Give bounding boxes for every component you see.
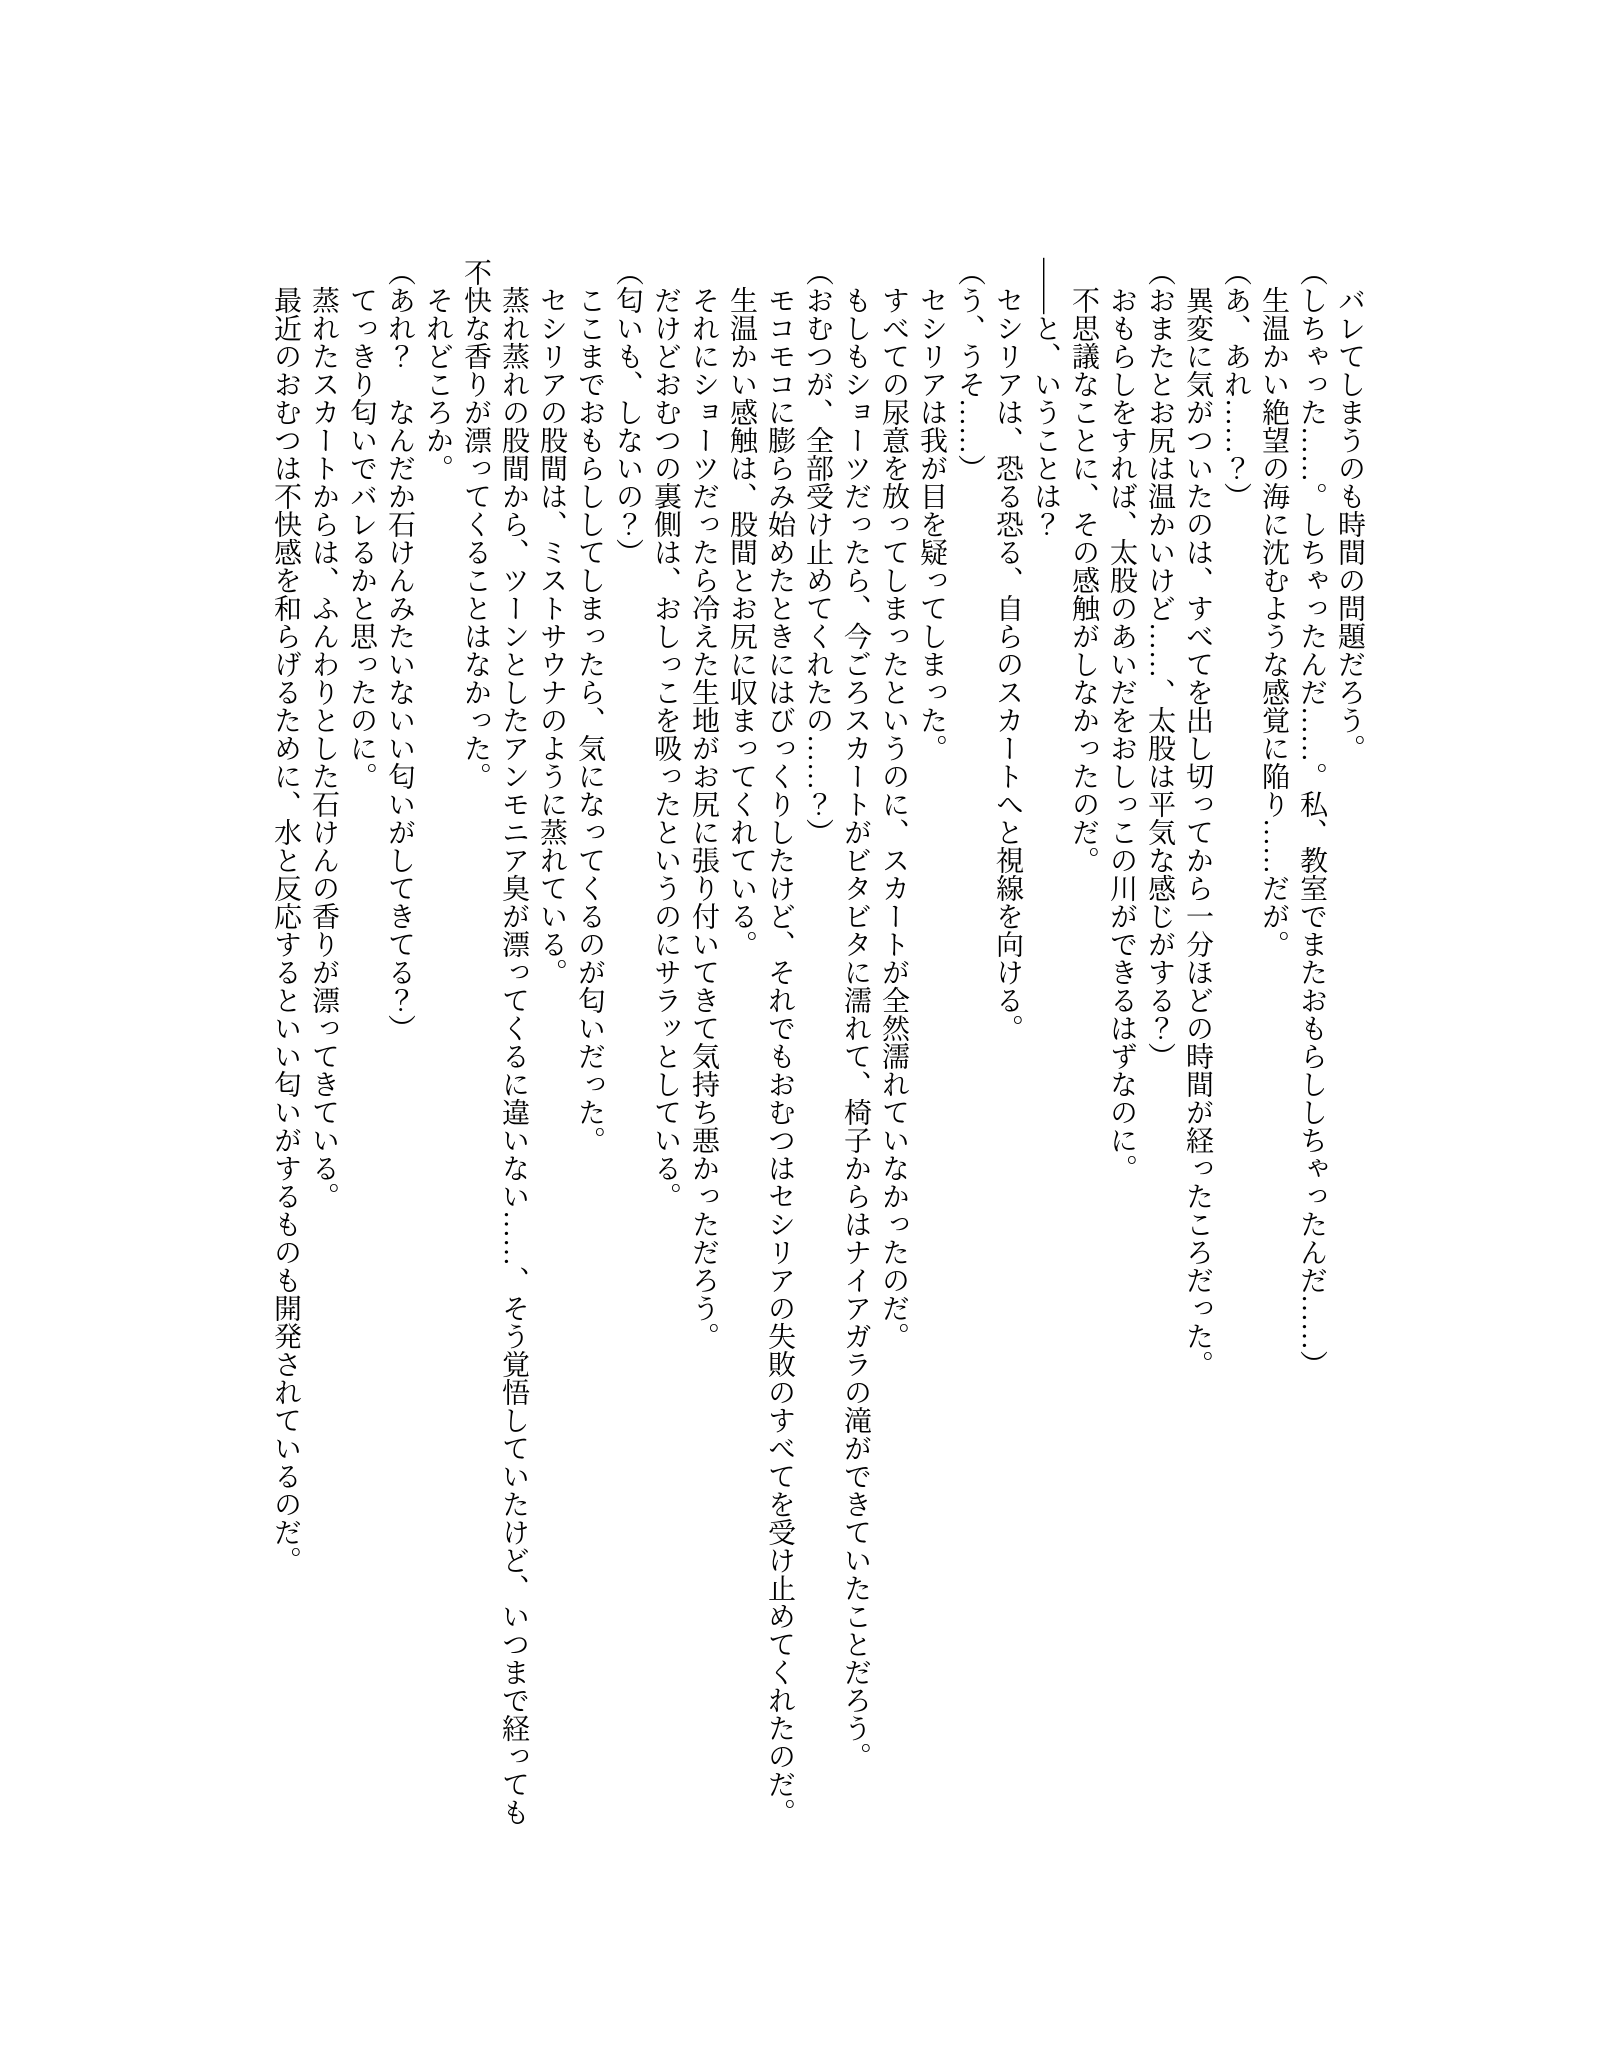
paragraph-line: セシリアの股間は、ミストサウナのように蒸れている。 [536, 286, 567, 986]
paragraph-line: それにショーツだったら冷えた生地がお尻に張り付いてきて気持ち悪かっただろう。 [688, 286, 719, 1350]
paragraph-line: （う、うそ……） [954, 258, 985, 482]
paragraph-line: バレてしまうのも時間の問題だろう。 [1334, 286, 1365, 762]
paragraph-line: すべての尿意を放ってしまったというのに、スカートが全然濡れていなかったのだ。 [878, 286, 909, 1350]
novel-text-block [266, 258, 1368, 1828]
paragraph-line: セシリアは我が目を疑ってしまった。 [916, 286, 947, 762]
paragraph-line: 異変に気がついたのは、すべてを出し切ってから一分ほどの時間が経ったころだった。 [1182, 286, 1213, 1378]
paragraph-line: 蒸れ蒸れの股間から、ツーンとしたアンモニア臭が漂ってくるに違いない……、そう覚悟していたけど、いつまで経っても不快な香りが漂ってくることはなかった。 [460, 258, 529, 1826]
paragraph-line: てっきり匂いでバレるかと思ったのに。 [346, 286, 377, 790]
paragraph-line: （あ、あれ……？） [1220, 258, 1251, 510]
paragraph-line: （あれ？ なんだか石けんみたいないい匂いがしてきてる？） [384, 258, 415, 1042]
paragraph-line: もしもショーツだったら、今ごろスカートがビタビタに濡れて、椅子からはナイアガラの滝ができていたことだろう。 [840, 286, 871, 1770]
paragraph-line: 生温かい感触は、股間とお尻に収まってくれている。 [726, 286, 757, 958]
paragraph-line: 不思議なことに、その感触がしなかったのだ。 [1068, 286, 1099, 874]
paragraph-line: だけどおむつの裏側は、おしっこを吸ったというのにサラッとしている。 [650, 286, 681, 1210]
paragraph-line: モコモコに膨らみ始めたときにはびっくりしたけど、それでもおむつはセシリアの失敗のすべてを受け止めてくれたのだ。 [764, 286, 795, 1826]
paragraph-line: （おむつが、全部受け止めてくれたの……？） [802, 258, 833, 846]
paragraph-line: ここまでおもらししてしまったら、気になってくるのが匂いだった。 [574, 286, 605, 1154]
paragraph-line: 最近のおむつは不快感を和らげるために、水と反応するといい匂いがするものも開発されているのだ。 [270, 286, 301, 1574]
paragraph-line: おもらしをすれば、太股のあいだをおしっこの川ができるはずなのに。 [1106, 286, 1137, 1182]
paragraph-line: 蒸れたスカートからは、ふんわりとした石けんの香りが漂ってきている。 [308, 286, 339, 1210]
paragraph-line: それどころか。 [422, 286, 453, 482]
paragraph-line: （匂いも、しないの？） [612, 258, 643, 566]
paragraph-line: ――と、いうことは？ [1030, 258, 1061, 538]
paragraph-line: 生温かい絶望の海に沈むような感覚に陥り……だが。 [1258, 286, 1289, 958]
paragraph-line: セシリアは、恐る恐る、自らのスカートへと視線を向ける。 [992, 286, 1023, 1042]
paragraph-line: （おまたとお尻は温かいけど……、太股は平気な感じがする？） [1144, 258, 1175, 1070]
paragraph-line: （しちゃった……。しちゃったんだ……。私、教室でまたおもらししちゃったんだ……） [1296, 258, 1327, 1378]
